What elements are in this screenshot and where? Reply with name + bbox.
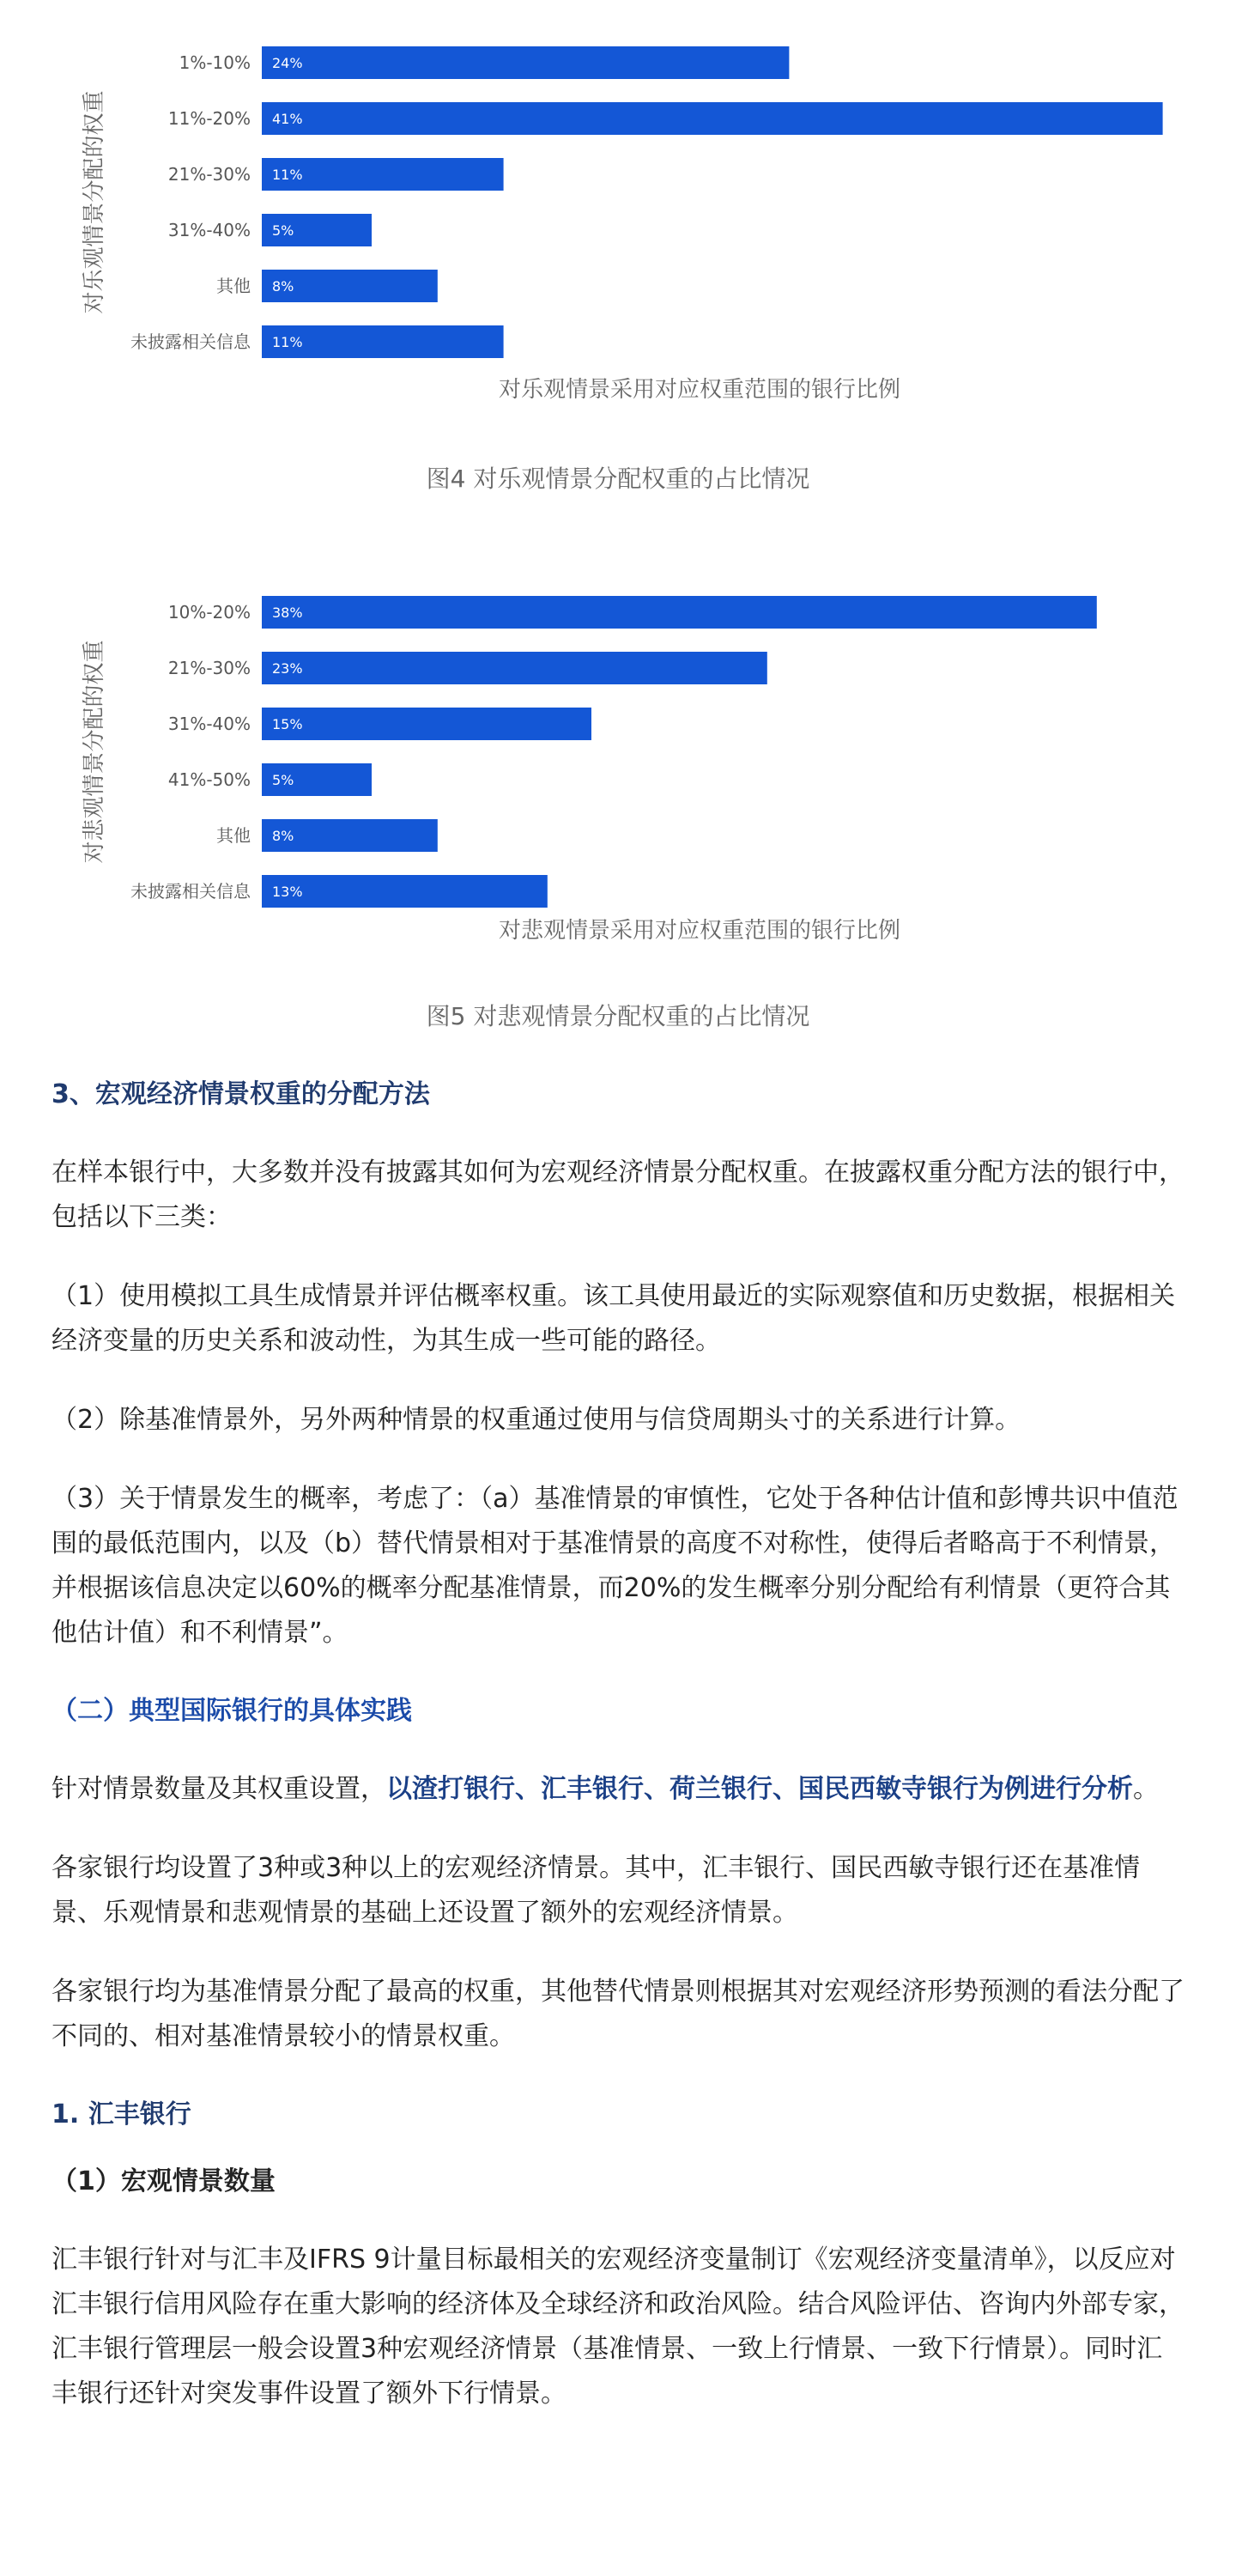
banks-intro-suffix: 。 (1133, 1774, 1159, 1804)
banks-intro-paragraph (52, 1767, 1184, 1812)
pes-bar-0 (262, 596, 1097, 629)
pes-category-label-0: 10%-20% (167, 602, 251, 623)
section-two-heading: （二）典型国际银行的具体实践 (52, 1696, 412, 1726)
pes-value-label-2: 15% (272, 716, 303, 732)
section-3-intro: 在样本银行中，大多数并没有披露其如何为宏观经济情景分配权重。在披露权重分配方法的银行中，包括以下三类： (52, 1157, 1184, 1232)
pes-category-label-1: 21%-30% (167, 658, 251, 678)
pes-x-axis-label: 对悲观情景采用对应权重范围的银行比例 (498, 918, 901, 944)
opt-category-label-4: 其他 (216, 276, 251, 296)
opt-value-label-4: 8% (272, 278, 294, 295)
hsbc-paragraph: 汇丰银行针对与汇丰及IFRS 9计量目标最相关的宏观经济变量制订《宏观经济变量清单》，以反应对汇丰银行信用风险存在重大影响的经济体及全球经济和政治风险。结合风险评估、咨询内外部专家，汇丰银行管理层一般会设置3种宏观经济情景（基准情景、一致上行情景、一致下行情景）。同时汇丰银行还针对突发事件设置了额外下行情景。 (52, 2245, 1184, 2409)
method-2-paragraph: （2）除基准情景外，另外两种情景的权重通过使用与信贷周期头寸的关系进行计算。 (52, 1405, 1021, 1435)
opt-category-label-1: 11%-20% (167, 108, 251, 129)
figure-5-caption: 图5 对悲观情景分配权重的占比情况 (426, 1002, 810, 1030)
figure-4-caption: 图4 对乐观情景分配权重的占比情况 (426, 465, 810, 493)
scenario-count-paragraph: 各家银行均设置了3种或3种以上的宏观经济情景。其中，汇丰银行、国民西敏寺银行还在基准情景、乐观情景和悲观情景的基础上还设置了额外的宏观经济情景。 (52, 1853, 1141, 1928)
pes-value-label-1: 23% (272, 660, 303, 677)
pes-value-label-3: 5% (272, 772, 294, 788)
pes-category-label-2: 31%-40% (167, 714, 251, 734)
opt-value-label-5: 11% (272, 334, 303, 350)
opt-value-label-3: 5% (272, 222, 294, 239)
pessimistic-weight-chart-svg (0, 550, 1236, 996)
pes-category-label-3: 41%-50% (167, 769, 251, 790)
hsbc-subheading: （1）宏观情景数量 (52, 2166, 276, 2196)
pessimistic-weight-chart (0, 550, 1236, 996)
pes-bar-5 (262, 875, 548, 908)
opt-category-label-5: 未披露相关信息 (130, 331, 251, 352)
banks-intro-prefix: 针对情景数量及其权重设置， (52, 1774, 386, 1804)
opt-category-label-2: 21%-30% (167, 164, 251, 185)
pes-bar-2 (262, 708, 591, 740)
article-body (52, 1073, 1184, 2416)
pes-value-label-5: 13% (272, 884, 303, 900)
pes-bar-1 (262, 652, 767, 684)
pes-category-label-4: 其他 (216, 825, 251, 846)
opt-value-label-1: 41% (272, 111, 303, 127)
hsbc-heading: 1. 汇丰银行 (52, 2099, 191, 2129)
opt-category-label-3: 31%-40% (167, 220, 251, 240)
section-3-heading: 3、宏观经济情景权重的分配方法 (52, 1079, 430, 1109)
opt-value-label-2: 11% (272, 167, 303, 183)
pes-value-label-4: 8% (272, 828, 294, 844)
opt-y-axis-label: 对乐观情景分配的权重 (82, 90, 107, 314)
optimistic-weight-chart-svg (0, 0, 1236, 447)
opt-bar-1 (262, 102, 1163, 135)
opt-category-label-0: 1%-10% (179, 52, 251, 73)
opt-bar-0 (262, 46, 789, 79)
pes-y-axis-label: 对悲观情景分配的权重 (82, 640, 107, 864)
opt-x-axis-label: 对乐观情景采用对应权重范围的银行比例 (498, 377, 901, 403)
pes-value-label-0: 38% (272, 605, 303, 621)
opt-value-label-0: 24% (272, 55, 303, 71)
method-3-paragraph: （3）关于情景发生的概率，考虑了：（a）基准情景的审慎性，它处于各种估计值和彭博共识中值范围的最低范围内，以及（b）替代情景相对于基准情景的高度不对称性，使得后者略高于不利情景，并根据该信息决定以60%的概率分配基准情景，而20%的发生概率分别分配给有利情景（更符合其他估计值）和不利情景”。 (52, 1484, 1178, 1648)
pes-category-label-5: 未披露相关信息 (130, 881, 251, 902)
scenario-weight-paragraph: 各家银行均为基准情景分配了最高的权重，其他替代情景则根据其对宏观经济形势预测的看法分配了不同的、相对基准情景较小的情景权重。 (52, 1977, 1184, 2051)
method-1-paragraph: （1）使用模拟工具生成情景并评估概率权重。该工具使用最近的实际观察值和历史数据，根据相关经济变量的历史关系和波动性，为其生成一些可能的路径。 (52, 1281, 1176, 1356)
banks-list-highlight: 以渣打银行、汇丰银行、荷兰银行、国民西敏寺银行为例进行分析 (386, 1774, 1133, 1804)
optimistic-weight-chart (0, 0, 1236, 447)
